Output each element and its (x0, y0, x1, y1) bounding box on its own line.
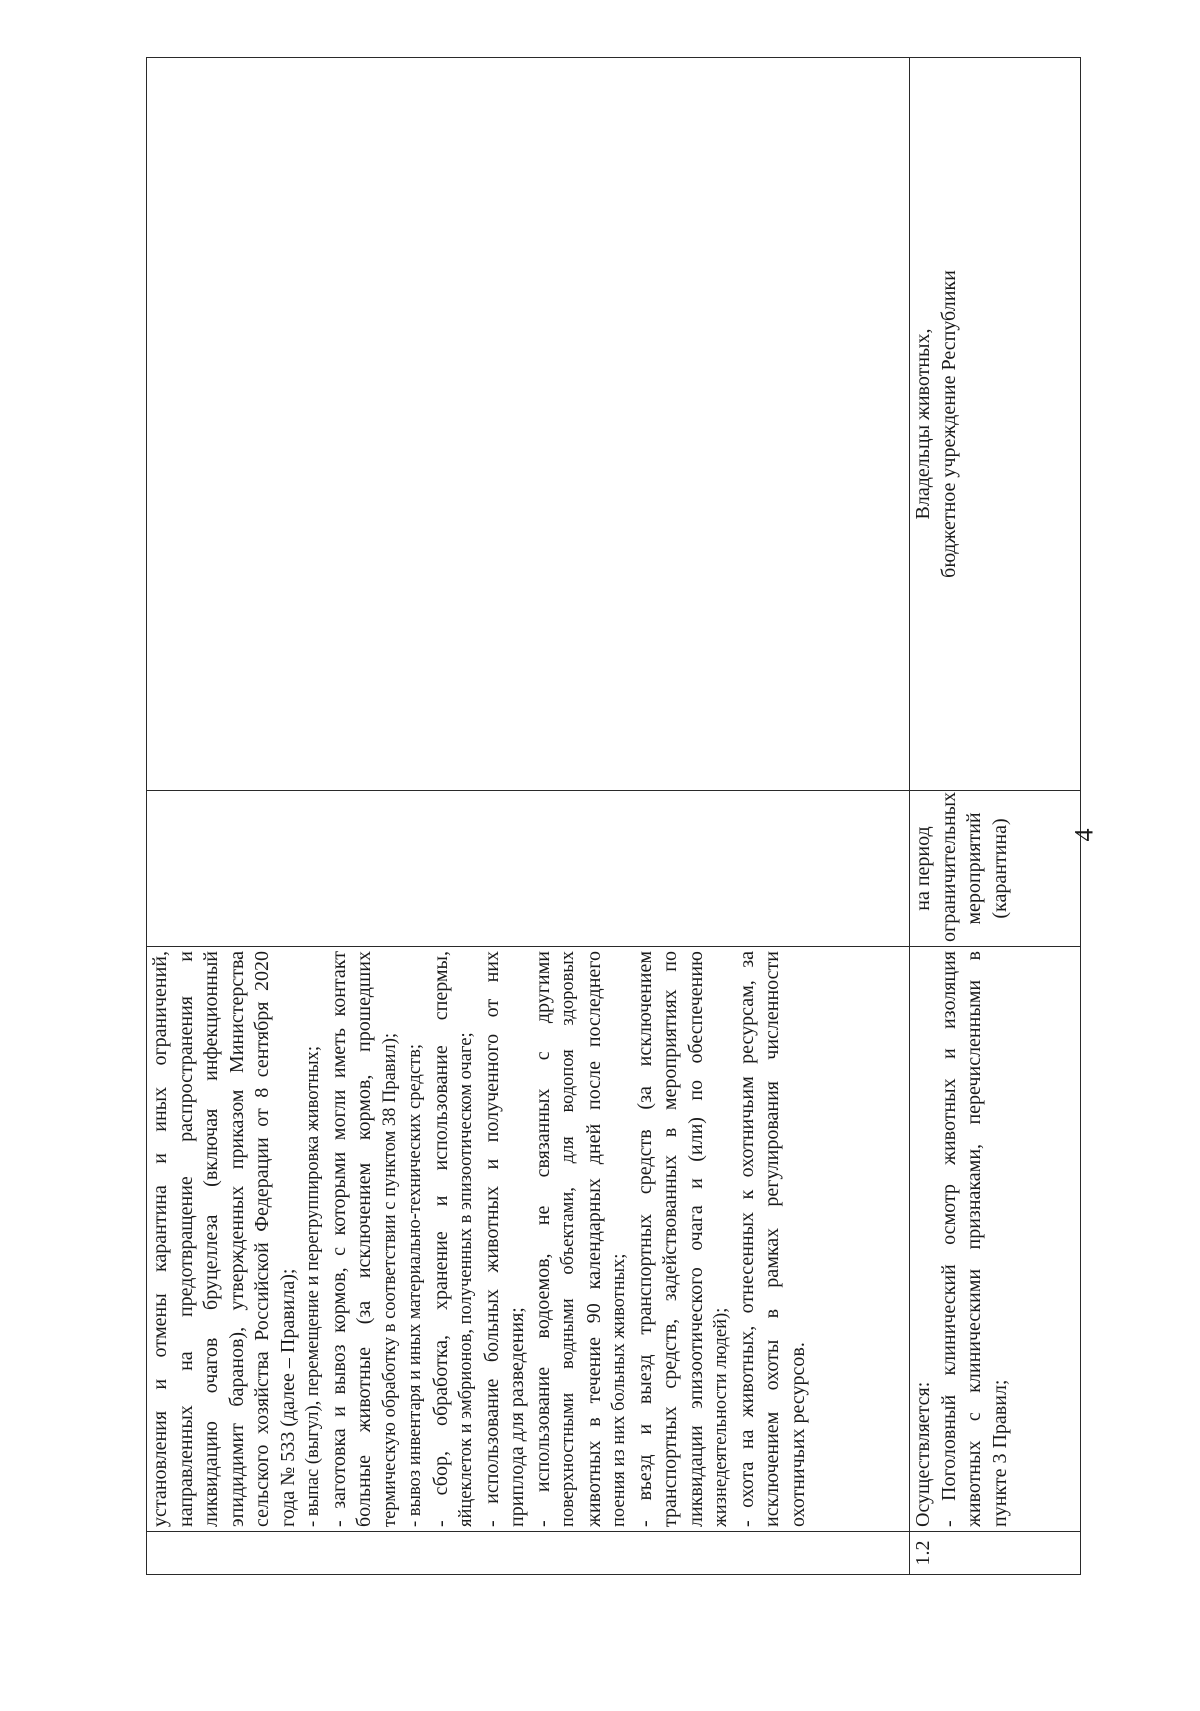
period-line: (карантина) (988, 818, 1011, 919)
row1-number-cell (147, 1532, 910, 1575)
table-row (147, 58, 910, 1575)
row-number: 1.2 (912, 1540, 934, 1566)
row1-description-cell (147, 947, 910, 1532)
responsible-line: бюджетное учреждение Республики (937, 270, 960, 578)
text-line: транспортных средств, задействованных в мероприятиях по (659, 951, 681, 1527)
text-line: больные животные (за исключением кормов, прошедших (353, 951, 375, 1527)
text-line: - Поголовный клинический осмотр животных и изоляция (937, 951, 960, 1527)
text-line: животных в течение 90 календарных дней после последнего (582, 951, 605, 1527)
text-line: - въезд и выезд транспортных средств (за исключением (633, 951, 656, 1527)
row2-description-cell (910, 947, 1081, 1532)
row2-number-cell (910, 1532, 1081, 1575)
text-line: установления и отмены карантина и иных ограничений, (149, 951, 171, 1527)
text-line: - сбор, обработка, хранение и использование спермы, (429, 951, 452, 1527)
text-line: - использование водоемов, не связанных с другими (531, 951, 554, 1527)
row1-period-cell (147, 791, 910, 947)
text-line: поверхностными водными объектами, для водопоя здоровых (558, 951, 578, 1527)
text-line: - охота на животных, отнесенных к охотничьим ресурсам, за (735, 951, 758, 1527)
measures-table (146, 57, 1081, 1575)
row2-period-cell (910, 791, 1081, 947)
text-line: животных с клиническими признаками, перечисленными в (963, 951, 985, 1527)
text-line: года № 533 (далее – Правила); (276, 1268, 299, 1527)
text-line: - выпас (выгул), перемещение и перегруппировка животных; (303, 1046, 323, 1527)
text-line: пункте 3 Правил; (988, 1379, 1011, 1527)
text-line: ликвидации эпизоотического очага и (или) по обеспечению (684, 951, 707, 1527)
rotated-page (146, 58, 1080, 1575)
text-line: направленных на предотвращение распространения и (174, 951, 197, 1527)
text-line: термическую обработку в соответствии с пунктом 38 Правил); (379, 1032, 400, 1527)
period-line: мероприятий (963, 812, 985, 925)
responsible-line: Владельцы животных, (912, 328, 934, 520)
text-line: Осуществляется: (912, 1381, 934, 1527)
row2-responsible-cell (910, 58, 1081, 791)
text-line: поения из них больных животных; (609, 1253, 629, 1527)
row1-responsible-cell (147, 58, 910, 791)
text-line: - вывоз инвентаря и иных материально-технических средств; (405, 1044, 425, 1527)
text-line: - заготовка и вывоз кормов, с которыми могли иметь контакт (327, 951, 350, 1527)
text-line: сельского хозяйства Российской Федерации от 8 сентября 2020 (251, 951, 273, 1527)
page-number: 4 (1069, 828, 1099, 842)
text-line: ликвидацию очагов бруцеллеза (включая инфекционный (200, 951, 222, 1527)
text-line: - использование больных животных и полученного от них (480, 951, 503, 1527)
text-line: яйцеклеток и эмбрионов, полученных в эпизоотическом очаге; (456, 1032, 476, 1527)
text-line: жизнедеятельности людей); (711, 1307, 731, 1527)
table-row (910, 58, 1081, 1575)
text-line: приплода для разведения; (506, 1307, 528, 1527)
text-line: охотничьих ресурсов. (786, 1342, 809, 1527)
text-line: исключением охоты в рамках регулирования численности (761, 951, 783, 1527)
text-line: эпидидимит баранов), утвержденных приказом Министерства (225, 951, 248, 1527)
period-line: на период (912, 826, 934, 911)
period-line: ограничительных (937, 791, 960, 942)
